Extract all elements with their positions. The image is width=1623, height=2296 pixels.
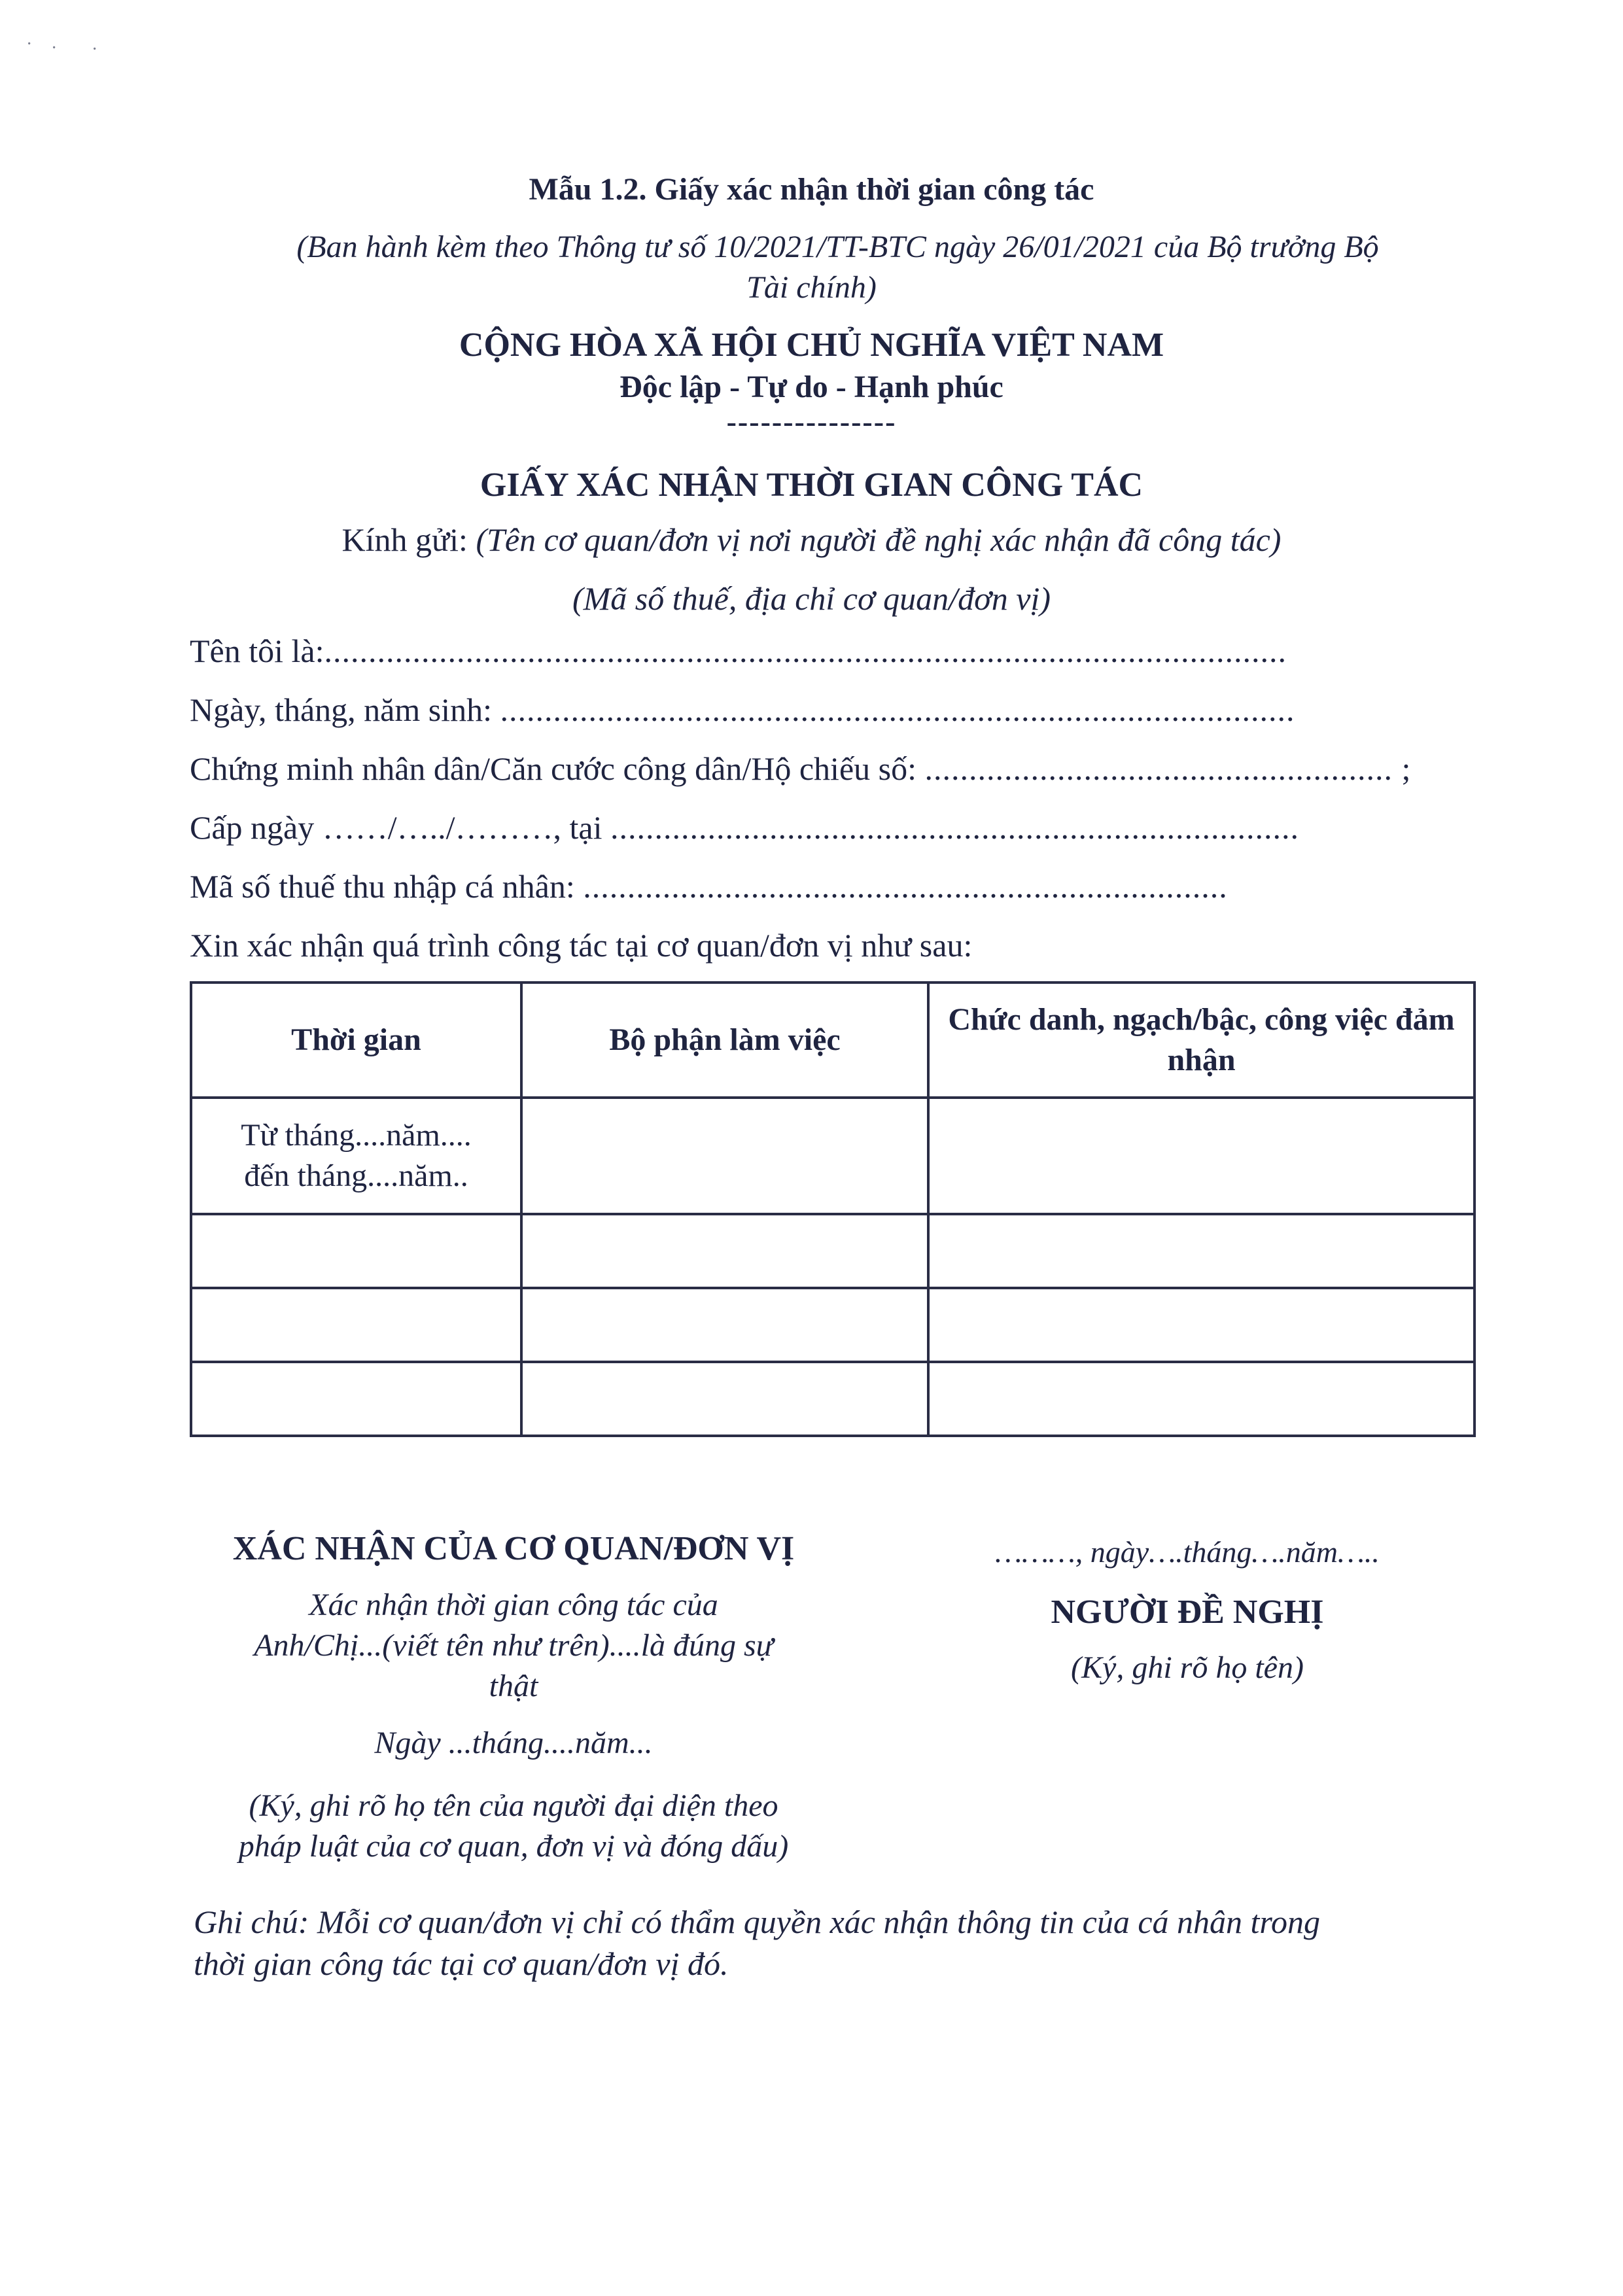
field-dots: ......................................................................... <box>583 868 1228 905</box>
table-header-row <box>191 983 1475 1098</box>
table-row <box>191 1362 1475 1436</box>
field-dots: ............................................................................................................. <box>324 633 1287 669</box>
agency-line: Anh/Chị...(viết tên như trên)....là đúng sự <box>254 1628 773 1663</box>
department-cell[interactable] <box>521 1098 928 1214</box>
field-dots: ..................................................... ; <box>924 750 1412 787</box>
time-cell[interactable] <box>191 1214 521 1288</box>
scan-mark: · <box>51 38 58 58</box>
requester-date: ………, ngày….tháng….năm….. <box>995 1535 1380 1569</box>
field-label: Cấp ngày ……/…../………, tại <box>190 809 610 846</box>
scan-mark: · <box>92 39 98 60</box>
field-label: Tên tôi là: <box>190 633 324 669</box>
field-tax-code[interactable] <box>190 867 1228 905</box>
field-name[interactable] <box>190 632 1287 670</box>
time-cell[interactable] <box>191 1098 521 1214</box>
requester-block <box>850 1535 1524 1686</box>
form-title: Mẫu 1.2. Giấy xác nhận thời gian công tác <box>529 172 1094 207</box>
agency-line: thật <box>489 1669 538 1703</box>
position-cell[interactable] <box>928 1362 1475 1436</box>
issued-note-line2: Tài chính) <box>746 270 877 305</box>
agency-sign-note <box>177 1786 850 1867</box>
intro-text: Xin xác nhận quá trình công tác tại cơ quan/đơn vị như sau: <box>190 927 973 964</box>
footnote-line: Ghi chú: Mỗi cơ quan/đơn vị chỉ có thẩm quyền xác nhận thông tin của cá nhân trong <box>194 1904 1321 1940</box>
position-cell[interactable] <box>928 1098 1475 1214</box>
table-row <box>191 1214 1475 1288</box>
header-time: Thời gian <box>191 983 521 1098</box>
document-title: GIẤY XÁC NHẬN THỜI GIAN CÔNG TÁC <box>480 466 1143 504</box>
recipient-sub: (Mã số thuế, địa chỉ cơ quan/đơn vị) <box>572 580 1051 617</box>
field-label: Ngày, tháng, năm sinh: <box>190 691 500 728</box>
footnote-line: thời gian công tác tại cơ quan/đơn vị đó. <box>194 1945 729 1982</box>
recipient-placeholder: (Tên cơ quan/đơn vị nơi người đề nghị xác nhận đã công tác) <box>476 521 1282 558</box>
work-history-table <box>190 981 1476 1437</box>
recipient-line <box>0 521 1623 559</box>
position-cell[interactable] <box>928 1214 1475 1288</box>
agency-line: Xác nhận thời gian công tác của <box>309 1588 718 1622</box>
table-row <box>191 1288 1475 1362</box>
field-label: Mã số thuế thu nhập cá nhân: <box>190 868 584 905</box>
field-dots: .............................................................................. <box>610 809 1299 846</box>
agency-confirm-text <box>177 1585 850 1707</box>
field-label: Chứng minh nhân dân/Căn cước công dân/Hộ chiếu số: <box>190 750 925 787</box>
time-to: đến tháng....năm.. <box>244 1158 468 1193</box>
field-id-number[interactable] <box>190 750 1411 788</box>
nation-title: CỘNG HÒA XÃ HỘI CHỦ NGHĨA VIỆT NAM <box>459 326 1164 364</box>
recipient-label: Kính gửi: <box>341 521 476 558</box>
agency-sign-line: (Ký, ghi rõ họ tên của người đại diện theo <box>249 1788 778 1823</box>
field-birthdate[interactable] <box>190 691 1295 729</box>
field-dots: .......................................................................................... <box>500 691 1295 728</box>
time-cell[interactable] <box>191 1288 521 1362</box>
agency-sign-line: pháp luật của cơ quan, đơn vị và đóng dấu) <box>238 1829 789 1864</box>
requester-sign-note: (Ký, ghi rõ họ tên) <box>1071 1650 1304 1685</box>
department-cell[interactable] <box>521 1288 928 1362</box>
department-cell[interactable] <box>521 1362 928 1436</box>
issued-note-line1: (Ban hành kèm theo Thông tư số 10/2021/TT-BTC ngày 26/01/2021 của Bộ trưởng Bộ <box>296 230 1379 264</box>
agency-date: Ngày ...tháng....năm... <box>374 1726 653 1760</box>
scan-mark: · <box>26 34 33 54</box>
agency-heading: XÁC NHẬN CỦA CƠ QUAN/ĐƠN VỊ <box>232 1530 795 1567</box>
header-position: Chức danh, ngạch/bậc, công việc đảm nhận <box>928 983 1475 1098</box>
footnote <box>194 1901 1320 1985</box>
time-from: Từ tháng....năm.... <box>241 1117 472 1153</box>
department-cell[interactable] <box>521 1214 928 1288</box>
agency-confirmation-block <box>177 1529 850 1867</box>
motto: Độc lập - Tự do - Hạnh phúc <box>620 370 1003 404</box>
header-department: Bộ phận làm việc <box>521 983 928 1098</box>
time-cell[interactable] <box>191 1362 521 1436</box>
requester-heading: NGƯỜI ĐỀ NGHỊ <box>1051 1593 1324 1631</box>
table-row <box>191 1098 1475 1214</box>
field-issue-date[interactable] <box>190 809 1299 846</box>
divider: --------------- <box>726 405 897 438</box>
position-cell[interactable] <box>928 1288 1475 1362</box>
